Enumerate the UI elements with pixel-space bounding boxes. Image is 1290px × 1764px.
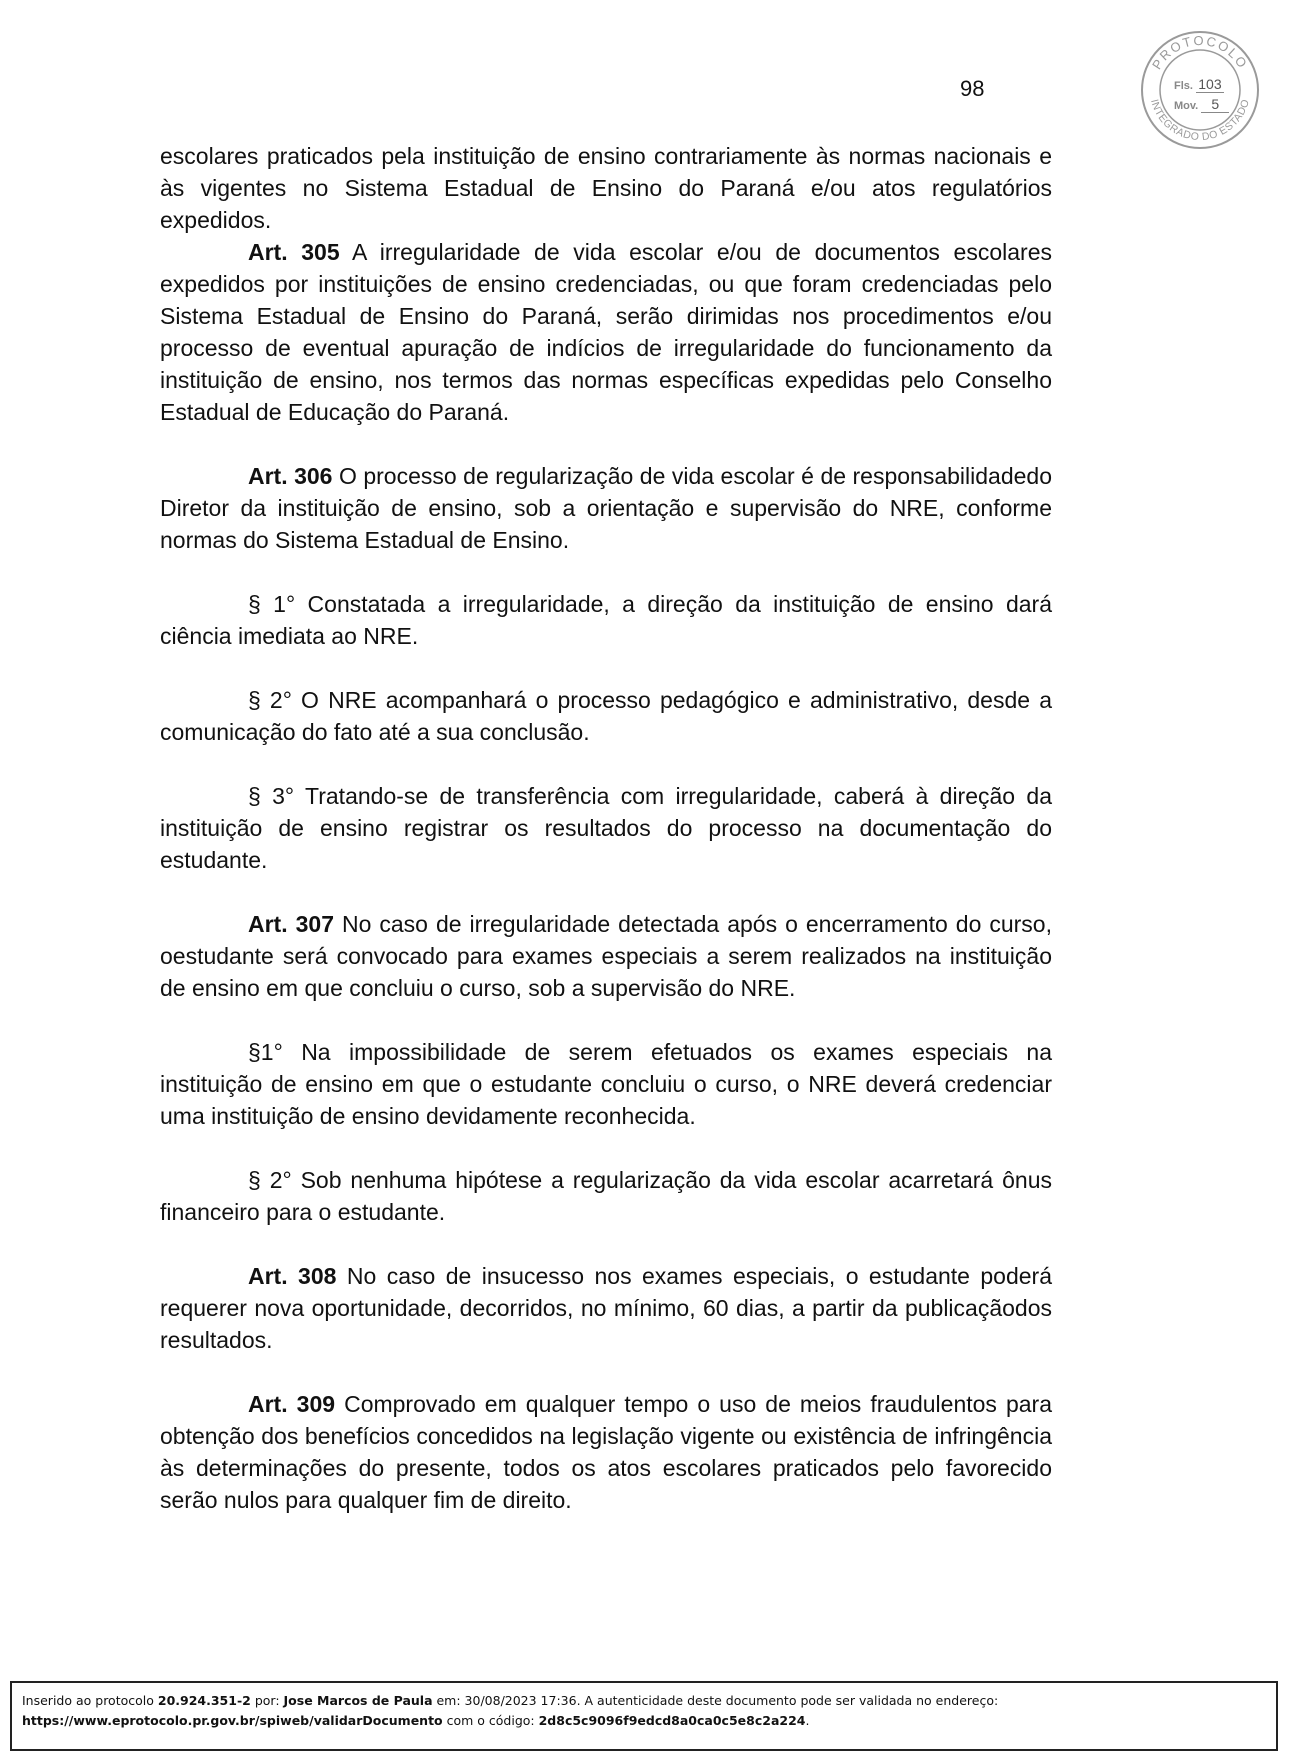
paragraph-text: No caso de insucesso nos exames especiais, o estudante poderá requerer nova oportunidade, decorridos, no mínimo, 60 dias, a partir da publicaçãodos resultados. bbox=[160, 1263, 1053, 1353]
validation-code: 2d8c5c9096f9edcd8a0ca0c5e8c2a224 bbox=[538, 1713, 806, 1728]
stamp-fls-label: Fls. bbox=[1174, 80, 1193, 92]
authentication-footer bbox=[10, 1681, 1278, 1751]
article-308 bbox=[160, 1260, 1052, 1356]
paragraph-text: § 1° Constatada a irregularidade, a direção da instituição de ensino dará ciência imediata ao NRE. bbox=[160, 591, 1052, 649]
article-306-paragraph-3 bbox=[160, 780, 1052, 876]
paragraph-text: § 2° O NRE acompanhará o processo pedagógico e administrativo, desde a comunicação do fato até a sua conclusão. bbox=[160, 687, 1052, 745]
article-309 bbox=[160, 1388, 1052, 1516]
footer-text: por: bbox=[250, 1693, 284, 1708]
svg-text:PROTOCOLO bbox=[1149, 33, 1251, 72]
article-306 bbox=[160, 460, 1052, 556]
stamp-mov-value: 5 bbox=[1201, 96, 1229, 113]
stamp-ring-bottom: INTEGRADO DO ESTADO bbox=[1148, 97, 1252, 144]
footer-line-2 bbox=[22, 1711, 1266, 1731]
paragraph-text: Comprovado em qualquer tempo o uso de meios fraudulentos para obtenção dos benefícios concedidos na legislação vigente ou existência de infringência às determinações do presente, todos os atos escolares praticados pelo favorecido serão nulos para qualquer fim de direito. bbox=[160, 1391, 1052, 1513]
article-307-paragraph-1 bbox=[160, 1036, 1052, 1132]
paragraph-continuation bbox=[160, 140, 1052, 236]
validation-url[interactable]: https://www.eprotocolo.pr.gov.br/spiweb/validarDocumento bbox=[22, 1713, 443, 1728]
article-label: Art. 306 bbox=[248, 463, 333, 489]
paragraph-text: No caso de irregularidade detectada após o encerramento do curso, oestudante será convocado para exames especiais a serem realizados na instituição de ensino em que concluiu o curso, sob a supervisão do NRE. bbox=[160, 911, 1052, 1001]
stamp-ring-top: PROTOCOLO bbox=[1149, 32, 1251, 72]
document-body bbox=[160, 140, 1052, 1516]
stamp-mov-label: Mov. bbox=[1174, 100, 1199, 112]
article-307-paragraph-2 bbox=[160, 1164, 1052, 1228]
footer-text: Inserido ao protocolo bbox=[22, 1693, 158, 1708]
article-label: Art. 308 bbox=[248, 1263, 337, 1289]
paragraph-text: O processo de regularização de vida escolar é de responsabilidadedo Diretor da instituição de ensino, sob a orientação e supervisão do NRE, conforme normas do Sistema Estadual de Ensino. bbox=[160, 463, 1053, 553]
paragraph-text: A irregularidade de vida escolar e/ou de documentos escolares expedidos por instituições de ensino credenciadas, ou que foram credenciadas pelo Sistema Estadual de Ensino do Paraná, serão dirimidas nos procedimentos e/ou processo de eventual apuração de indícios de irregularidade do funcionamento da instituição de ensino, nos termos das normas específicas expedidas pelo Conselho Estadual de Educação do Paraná. bbox=[160, 239, 1052, 425]
paragraph-text: escolares praticados pela instituição de ensino contrariamente às normas nacionais e às vigentes no Sistema Estadual de Ensino do Paraná e/ou atos regulatórios expedidos. bbox=[160, 143, 1052, 233]
protocol-number: 20.924.351-2 bbox=[157, 1693, 251, 1708]
footer-text: com o código: bbox=[442, 1713, 539, 1728]
stamp-fls bbox=[1174, 76, 1224, 93]
article-306-paragraph-1 bbox=[160, 588, 1052, 652]
footer-text: . bbox=[805, 1713, 810, 1728]
article-label: Art. 305 bbox=[248, 239, 340, 265]
article-label: Art. 307 bbox=[248, 911, 334, 937]
protocol-stamp bbox=[1138, 28, 1262, 152]
author-name: Jose Marcos de Paula bbox=[283, 1693, 433, 1708]
stamp-mov bbox=[1174, 96, 1229, 113]
footer-text: em: 30/08/2023 17:36. A autenticidade deste documento pode ser validada no endereço: bbox=[432, 1693, 999, 1708]
paragraph-text: §1° Na impossibilidade de serem efetuados os exames especiais na instituição de ensino em que o estudante concluiu o curso, o NRE deverá credenciar uma instituição de ensino devidamente reconhecida. bbox=[160, 1039, 1052, 1129]
footer-line-1 bbox=[22, 1691, 1266, 1711]
article-307 bbox=[160, 908, 1052, 1004]
article-305 bbox=[160, 236, 1052, 428]
stamp-fls-value: 103 bbox=[1196, 76, 1224, 93]
paragraph-text: § 2° Sob nenhuma hipótese a regularização da vida escolar acarretará ônus financeiro para o estudante. bbox=[160, 1167, 1052, 1225]
page-number: 98 bbox=[960, 76, 985, 101]
paragraph-text: § 3° Tratando-se de transferência com irregularidade, caberá à direção da instituição de ensino registrar os resultados do processo na documentação do estudante. bbox=[160, 783, 1052, 873]
article-306-paragraph-2 bbox=[160, 684, 1052, 748]
article-label: Art. 309 bbox=[248, 1391, 336, 1417]
